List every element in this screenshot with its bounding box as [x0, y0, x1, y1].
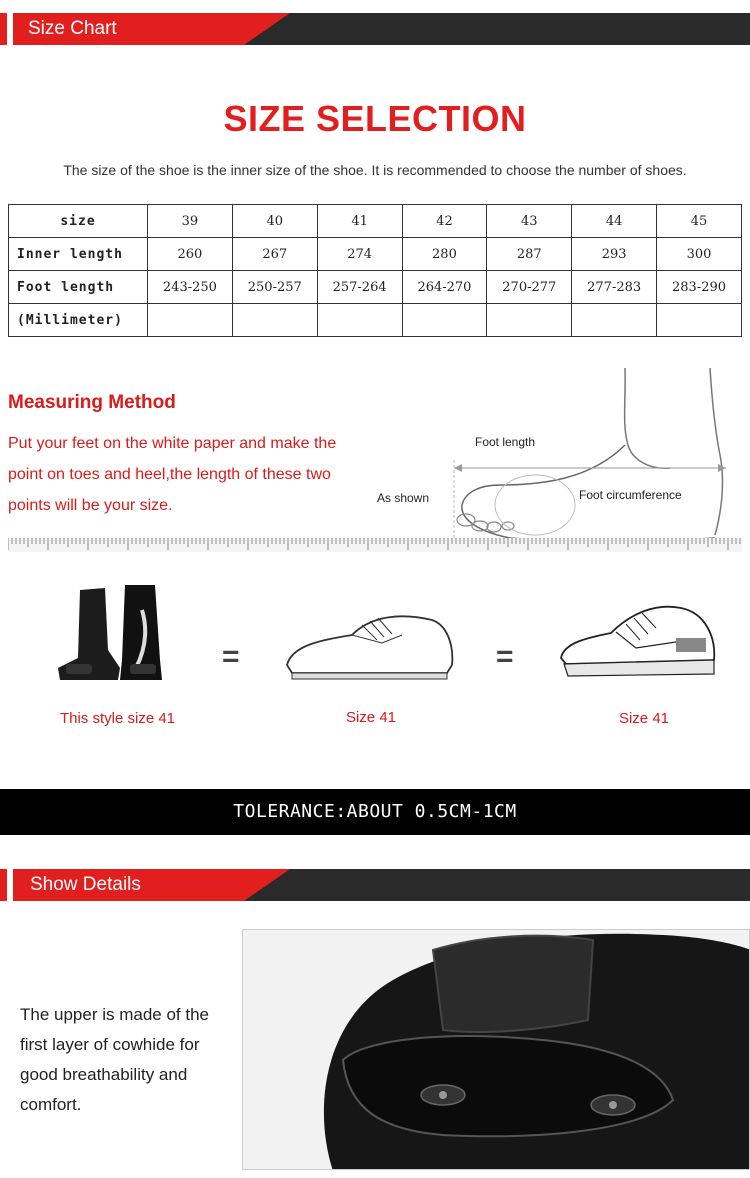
boot-toe-detail-image: [242, 929, 750, 1170]
size-cell: 43: [487, 205, 572, 238]
size-cell: 42: [402, 205, 487, 238]
foot-length-label: Foot length: [475, 435, 536, 449]
inner-length-cell: 300: [657, 238, 742, 271]
sneaker-icon: [556, 598, 721, 683]
empty-cell: [148, 304, 233, 337]
size-chart-header: [0, 13, 750, 45]
empty-cell: [232, 304, 317, 337]
equals-sign-2: =: [496, 640, 514, 673]
table-row: [9, 271, 742, 304]
empty-cell: [402, 304, 487, 337]
ruler-icon: [8, 538, 742, 552]
boot-toe-icon: [243, 930, 750, 1170]
row-label-inner-length: Inner length: [9, 238, 148, 271]
foot-length-cell: 250-257: [232, 271, 317, 304]
foot-measure-illustration: [370, 360, 750, 560]
size-cell: 41: [317, 205, 402, 238]
motorcycle-boot-image: [50, 580, 170, 690]
inner-length-cell: 267: [232, 238, 317, 271]
row-label-size: size: [9, 205, 148, 238]
foot-length-cell: 277-283: [572, 271, 657, 304]
boot-caption: This style size 41: [59, 710, 176, 727]
show-details-header: [0, 869, 750, 901]
header-red-stripe: [0, 869, 7, 901]
inner-length-cell: 280: [402, 238, 487, 271]
foot-circumference-label: Foot circumference: [579, 488, 682, 502]
size-selection-title: SIZE SELECTION: [223, 98, 527, 139]
table-row: [9, 304, 742, 337]
size-table: [8, 204, 742, 337]
foot-length-cell: 264-270: [402, 271, 487, 304]
empty-cell: [657, 304, 742, 337]
sneaker-caption: Size 41: [618, 710, 670, 727]
foot-length-cell: 283-290: [657, 271, 742, 304]
sneaker-image: [556, 598, 721, 683]
boot-icon: [50, 580, 170, 690]
inner-length-cell: 274: [317, 238, 402, 271]
dress-shoe-icon: [282, 605, 457, 685]
empty-cell: [487, 304, 572, 337]
empty-cell: [572, 304, 657, 337]
header-red-stripe: [0, 13, 7, 45]
show-details-title: Show Details: [30, 874, 141, 895]
inner-length-cell: 260: [148, 238, 233, 271]
as-shown-label: As shown: [377, 491, 430, 505]
details-description: The upper is made of the first layer of cowhide for good breathability and comfort.: [20, 1005, 210, 1114]
size-selection-subtitle: The size of the shoe is the inner size of the shoe. It is recommended to choose the number of shoes.: [63, 162, 687, 178]
dress-shoe-image: [282, 605, 457, 685]
measuring-method-text: Put your feet on the white paper and make the point on toes and heel,the length of these two points will be your size.: [8, 435, 337, 514]
header-gap: [7, 869, 13, 901]
tolerance-banner: TOLERANCE:ABOUT 0.5CM-1CM: [0, 789, 750, 835]
foot-length-cell: 257-264: [317, 271, 402, 304]
size-cell: 40: [232, 205, 317, 238]
empty-cell: [317, 304, 402, 337]
inner-length-cell: 287: [487, 238, 572, 271]
size-cell: 45: [657, 205, 742, 238]
foot-outline-icon: [370, 360, 750, 560]
table-row: [9, 205, 742, 238]
size-chart-title: Size Chart: [28, 18, 117, 39]
size-cell: 39: [148, 205, 233, 238]
table-row: [9, 238, 742, 271]
row-label-foot-length: Foot length: [9, 271, 148, 304]
equals-sign-1: =: [222, 640, 240, 673]
size-cell: 44: [572, 205, 657, 238]
header-gap: [7, 13, 13, 45]
inner-length-cell: 293: [572, 238, 657, 271]
row-label-millimeter: (Millimeter): [9, 304, 148, 337]
foot-length-cell: 270-277: [487, 271, 572, 304]
foot-length-cell: 243-250: [148, 271, 233, 304]
dress-shoe-caption: Size 41: [345, 709, 397, 726]
measuring-method-title: Measuring Method: [8, 392, 176, 413]
